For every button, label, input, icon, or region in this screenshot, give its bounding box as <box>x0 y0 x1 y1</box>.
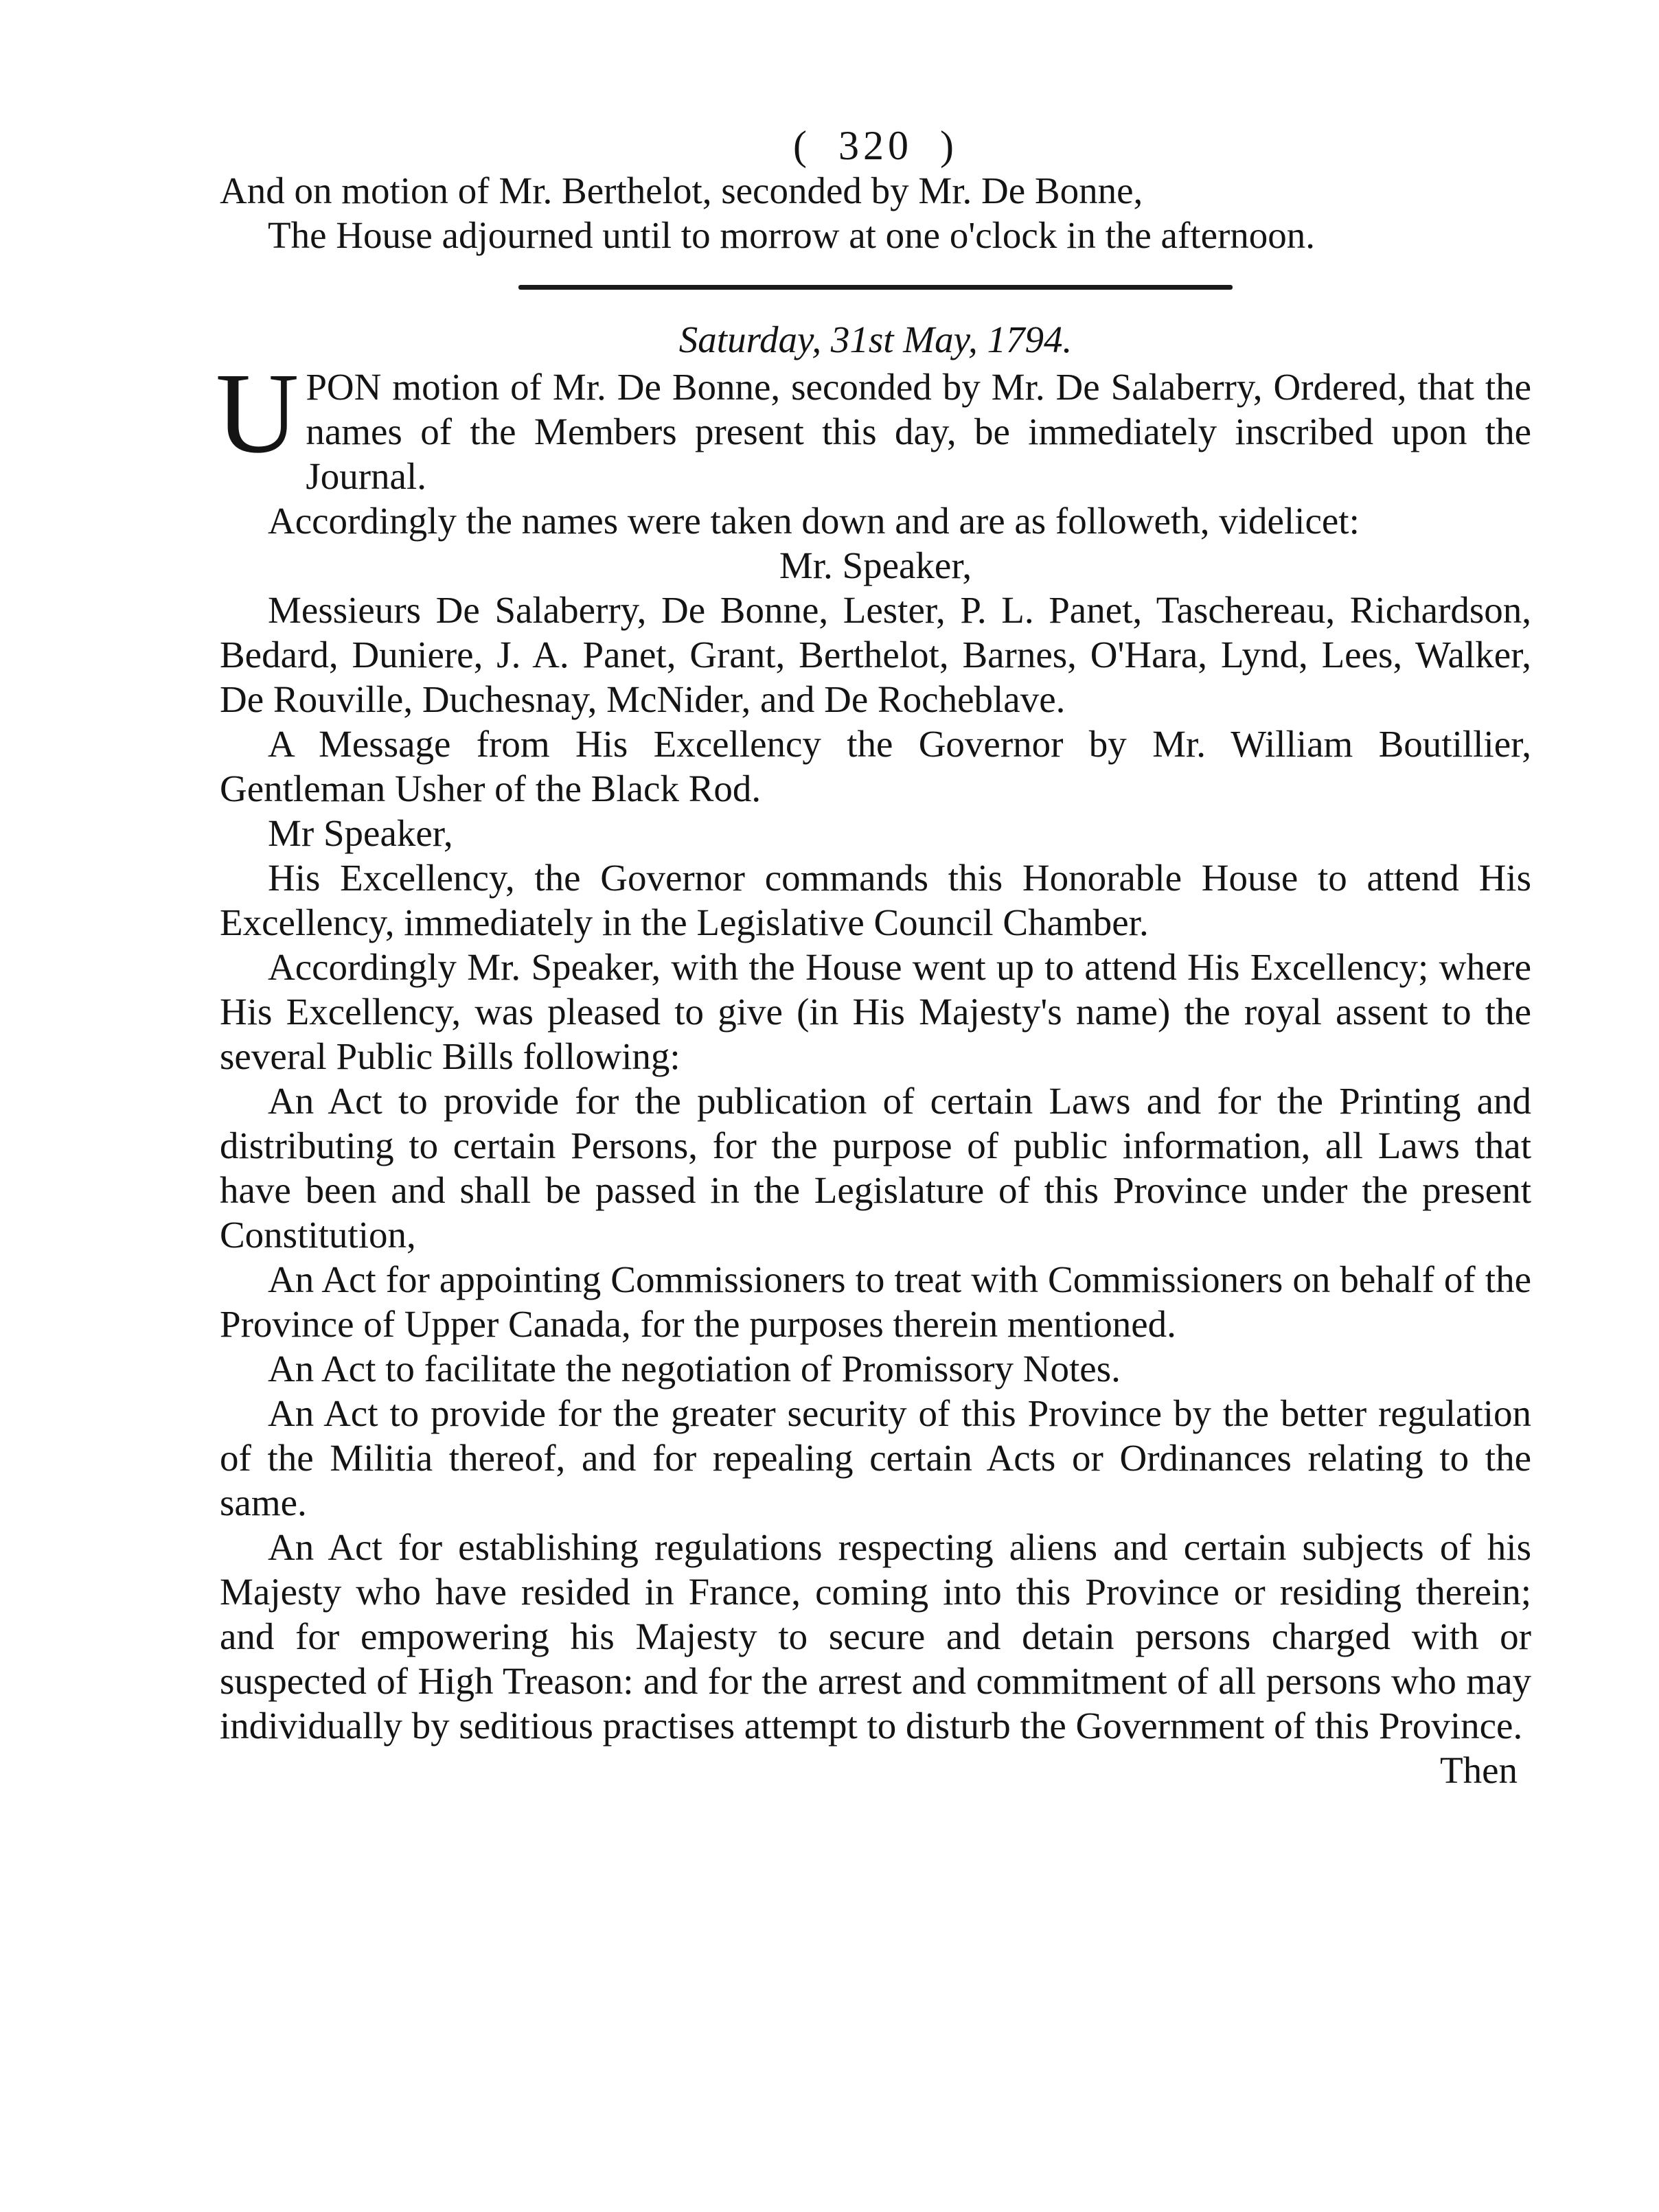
page-number-header <box>220 124 1531 168</box>
governor-message: A Message from His Excellency the Governor by Mr. William Boutillier, Gentleman Usher of the Black Rod. <box>220 723 1531 809</box>
upon-motion-text: PON motion of Mr. De Bonne, seconded by Mr. De Salaberry, <box>306 366 1263 408</box>
drop-cap: U <box>216 349 299 477</box>
act-aliens: An Act for establishing regulations respecting aliens and certain subjects of his Majesty who have resided in France, coming into this Province or residing therein; and for empowering his Majesty to secure and detain persons charged with or suspected of High Treason: and for the arrest and commitment of all persons who may individually by seditious practises attempt to disturb the Government of this Province. <box>220 1526 1531 1747</box>
ordered-text: Ordered, that the names of the Members present this day, be immediately inscribed upon the Journal. <box>306 366 1532 497</box>
section-divider <box>518 285 1233 290</box>
royal-assent-paragraph: Accordingly Mr. Speaker, with the House went up to attend His Excellency; where His Excellency, was pleased to give (in His Majesty's name) the royal assent to the several Public Bills following: <box>220 946 1531 1077</box>
paren-close: ) <box>940 123 958 168</box>
speaker-heading: Mr. Speaker, <box>779 544 972 586</box>
governor-command: His Excellency, the Governor commands this Honorable House to attend His Excellency, immediately in the Legislative Council Chamber. <box>220 857 1531 943</box>
upon-motion-paragraph <box>216 349 1532 498</box>
mr-speaker-address: Mr Speaker, <box>268 812 453 854</box>
act-commissioners: An Act for appointing Commissioners to treat with Commissioners on behalf of the Province of Upper Canada, for the purposes therein mentioned. <box>220 1258 1531 1345</box>
page-text <box>216 123 1532 1793</box>
act-promissory-notes: An Act to facilitate the negotiation of Promissory Notes. <box>268 1348 1121 1390</box>
page-number: 320 <box>838 123 913 168</box>
paren-open: ( <box>793 123 811 168</box>
house-adjourned: The House adjourned until to morrow at one o'clock in the afternoon. <box>268 214 1316 256</box>
act-publication-laws: An Act to provide for the publication of certain Laws and for the Printing and distributing to certain Persons, for the purpose of public information, all Laws that have been and shall be passed in the Legislature of this Province under the present Constitution, <box>220 1080 1531 1256</box>
motion-adjourn: And on motion of Mr. Berthelot, seconded by Mr. De Bonne, <box>220 170 1143 211</box>
catchword: Then <box>1439 1749 1518 1791</box>
members-list: Messieurs De Salaberry, De Bonne, Lester, P. L. Panet, Taschereau, Richardson, Bedard, Duniere, J. A. Panet, Grant, Berthelot, Barnes, O'Hara, Lynd, Lees, Walker, De Rouville, Duchesnay, McNider, and De Rocheblave. <box>220 589 1531 720</box>
names-taken-down: Accordingly the names were taken down and are as followeth, videlicet: <box>268 500 1360 542</box>
session-date: Saturday, 31st May, 1794. <box>678 319 1073 360</box>
act-militia: An Act to provide for the greater security of this Province by the better regulation of the Militia thereof, and for repealing certain Acts or Ordinances relating to the same. <box>220 1392 1531 1523</box>
